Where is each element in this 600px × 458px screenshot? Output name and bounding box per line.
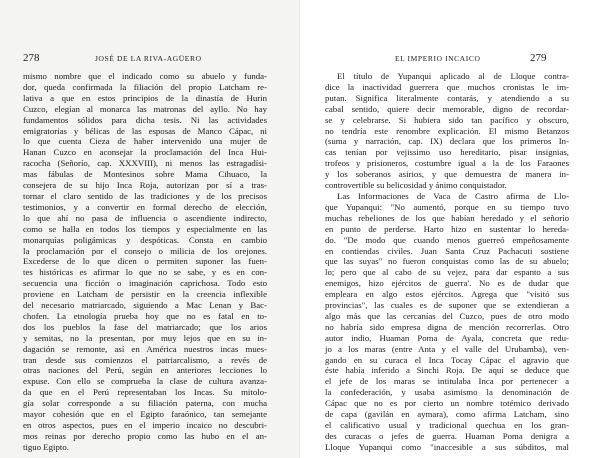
text-line: cas tenían por vejissimo uso hereditario, pisar insignias, — [325, 147, 569, 158]
text-line: consejera de su hijo Inca Roja, autorizan por sí a tras- — [23, 180, 267, 191]
right-page-number: 279 — [530, 52, 547, 64]
text-line: enemigos, hizo ejércitos de guerra'. No es de dudar que — [325, 278, 569, 289]
text-line: se y celebrarse. Si hubiera sido tan pacífico y obscuro, — [325, 114, 569, 125]
text-line: controvertible su belicosidad y ánimo conquistador. — [325, 180, 507, 191]
text-line: racocha (Señorío, cap. XXXVIII), ni menos las estragadísi- — [23, 158, 267, 169]
text-line: otras naciones del Perú, según en anteriores lecciones lo — [23, 365, 267, 376]
text-line: muchas rebeliones de los que habían heredado y el señorío — [325, 212, 569, 223]
text-line: empleara en algo estos ejércitos. Agrega que "visitó sus — [325, 289, 569, 300]
text-line: gía solar corresponde a su filiación paterna, con mucha — [23, 398, 267, 409]
text-line: dagación se remonte, así en América nuestros incas mues- — [23, 343, 267, 354]
text-line: el calificativo usual y tradicional quechua en los gran- — [325, 420, 569, 430]
text-line: autor indio, Huaman Poma de Ayala, concreta que redu- — [325, 332, 569, 343]
text-line: mayor cohesión que en el Egipto faraónico, tan semejante — [23, 409, 267, 420]
text-line: do. "De modo que cuando menos guerreó empeñosamente — [325, 234, 569, 245]
text-line: Excederse de lo que dicen o permiten suponer las fuen- — [23, 256, 267, 267]
text-line: que Yupanqui: "No aumentó, porque en su tiempo tuvo — [325, 201, 569, 212]
text-line: la confederación, y usaba asimismo la denominación de — [325, 387, 569, 398]
text-line: provincias", las cuales es de suponer que se extendieran a — [325, 300, 569, 311]
text-line: mismo nombre que el indicado como su abuelo y funda- — [23, 71, 267, 81]
text-line: dor, queda confirmada la filiación del propio Latcham re- — [23, 81, 267, 92]
text-line: el jefe de los maras se intitulaba Inca por pertenecer a — [325, 376, 569, 387]
text-line: da que en el Perú representaban los Incas. Su mitolo- — [23, 387, 267, 398]
text-line: Cuzco, elegían al monarca las matronas del ayllo. No hay — [23, 103, 267, 114]
text-line: Cápac que no es por cierto un nombre totémico derivado — [325, 398, 569, 409]
left-page-number: 278 — [23, 52, 40, 64]
text-line: chofen. La etnología prueba hoy que no es fatal en to- — [23, 310, 267, 321]
text-line: monarquías poligámicas y despóticas. Consta en cambio — [23, 234, 267, 245]
text-line: algo más que las cercanías del Cuzco, pues de otro modo — [325, 310, 569, 321]
text-line: proviene en Latcham de persistir en la creencia inflexible — [23, 289, 267, 300]
text-line: El título de Yupanqui aplicado al de Lloque contra- — [337, 71, 569, 81]
text-line: mas fábulas de Montesinos sobre Mama Cihuaco, la — [23, 169, 267, 180]
text-line: jo a los maras (entre Anta y el valle del Urubamba), ven- — [325, 343, 569, 354]
right-page-body — [325, 71, 569, 453]
text-line: la proclamación por el consejo o milicia de los orejones. — [23, 245, 267, 256]
text-line: tornar el claro sentido de las tradiciones y de los precisos — [23, 190, 267, 201]
right-page — [300, 0, 600, 458]
text-line: que las suyas" no fueron conquistas como las de su abuelo; — [325, 256, 569, 267]
text-line: no tendría este renombre explicación. El mismo Betanzos — [325, 125, 569, 136]
left-page-body — [23, 71, 267, 453]
text-line: testimonios, y a convertir en formal derecho de elección, — [23, 201, 267, 212]
text-line: en contiendas civiles. Juan Santa Cruz Pachacuti sostiene — [325, 245, 569, 256]
text-line: no habría sido empresa digna de mención recorrerlas. Otro — [325, 321, 569, 332]
text-line: gando en su curaca el Inca Tocay Cápac el agravio que — [325, 354, 569, 365]
text-line: cabal sentido, quiere decir memorable, digno de recordar- — [325, 103, 569, 114]
text-line: putan. Significa literalmente contarás, y atendiendo a su — [325, 92, 569, 103]
text-line: expuse. Con ello se comprueba la clase de cultura avanza- — [23, 376, 267, 387]
text-line: como se halla en todos los tiempos y especialmente en las — [23, 223, 267, 234]
paragraph — [325, 71, 569, 191]
text-line: mos reinas por derecho propio como las hubo en el an- — [23, 430, 267, 441]
text-line: tran desde sus comienzos el patriarcalismo, a revés de — [23, 354, 267, 365]
text-line: Lloque Yupanqui como "inaccesible a sus súbditos, mal — [325, 441, 569, 452]
text-line: en otros aspectos, pues en el imperio incaico no descubri- — [23, 420, 267, 430]
text-line: y los soberanos asirios, y que demuestra de manera in- — [325, 169, 569, 180]
paragraph — [325, 191, 569, 453]
text-line: del necesario matriarcado, siguiendo a Mac Lenan y Bac- — [23, 300, 267, 311]
text-line: en punto de perderse. Harto hizo en sustentar lo hereda- — [325, 223, 569, 234]
text-line: lo que cuenta Cieza de haber intervenido una mujer de — [23, 136, 267, 147]
text-line: y semitas, no la presentan, por muy lejos que en su in- — [23, 332, 267, 343]
text-line: (suma y narración, cap. IX) declara que los primeros In- — [325, 136, 569, 147]
text-line: secuencia una ficción o imaginación caprichosa. Todo esto — [23, 278, 267, 289]
text-line: Las Informaciones de Vaca de Castro afirma de Llo- — [337, 190, 569, 201]
left-running-head: JOSÉ DE LA RIVA-AGÜERO — [95, 54, 202, 63]
text-line: éste había inferido a Sinchi Roja. De aquí se deduce que — [325, 365, 569, 376]
text-line: trofeos y prisioneros, costumbre igual a la de los Faraones — [325, 158, 569, 169]
text-line: lo; pero que al cabo de su vejez, para dar espanto a sus — [325, 267, 569, 278]
text-line: lativa a que en estos principios de la dinastía de Hurin — [23, 92, 267, 103]
text-line: des curacas o jefes de guerra. Huaman Poma denigra a — [325, 430, 569, 441]
text-line: dos los pueblos la fase del matriarcado; que los arios — [23, 321, 267, 332]
text-line: emigratorias y bélicas de las esposas de Manco Cápac, ni — [23, 125, 267, 136]
text-line: tes históricas es afirmar lo que no se sabe, y es en con- — [23, 267, 267, 278]
text-line: Hanan Cuzco en aconsejar la proclamación del Inca Hui- — [23, 147, 267, 158]
text-line: dice la inactividad guerrera que muchos cronistas le im- — [325, 81, 569, 92]
right-running-head: EL IMPERIO INCAICO — [395, 54, 481, 63]
text-line: lo que ahí no pasa de influencia o ascendiente indirecto, — [23, 212, 267, 223]
text-line: fundamentos sólidos para dicha tesis. Ni las actividades — [23, 114, 267, 125]
text-line: de capa (gavilán en aymara), como afirma Latcham, sino — [325, 409, 569, 420]
text-line: tiguo Egipto. — [23, 441, 69, 452]
